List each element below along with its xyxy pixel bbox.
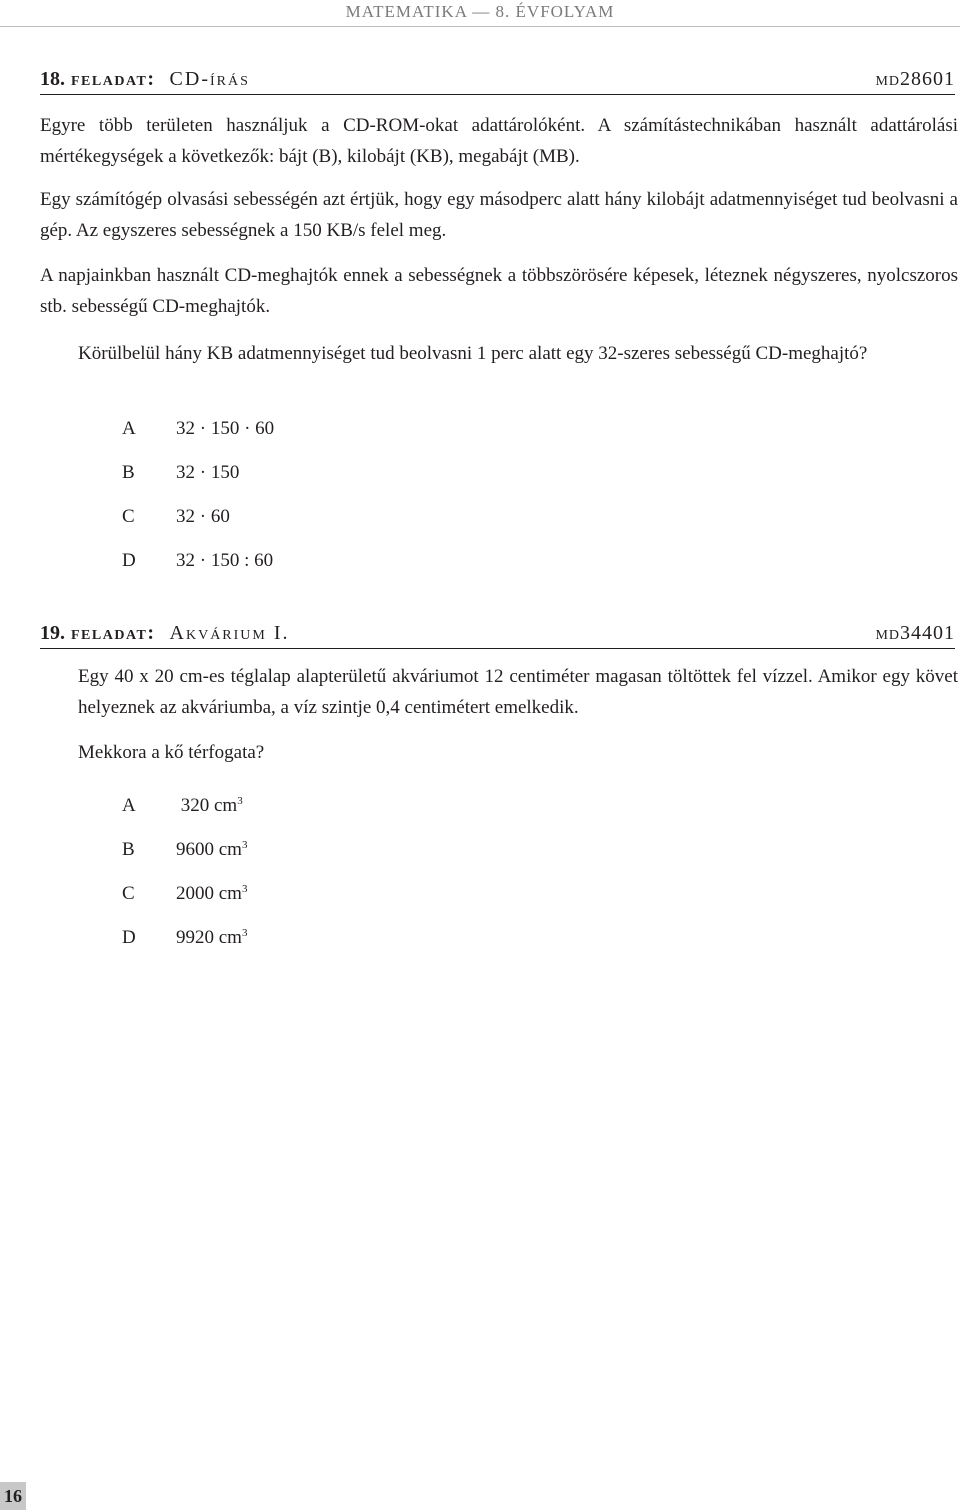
- unit-exponent: 3: [241, 883, 248, 895]
- task-18-paragraph-2: Egy számítógép olvasási sebességén azt értjük, hogy egy másodperc alatt hány kilobájt adatmennyiséget tud beolvasni a gép. Az egyszeres sebességnek a 150 KB/s felel meg.: [40, 189, 958, 241]
- page-number: 16: [0, 1482, 26, 1510]
- task-19-keyword: feladat:: [71, 622, 156, 644]
- option-letter: B: [122, 462, 135, 483]
- task-19-number: 19.: [40, 622, 65, 644]
- option-text: 9600: [176, 839, 214, 860]
- task-18-number: 18.: [40, 68, 65, 90]
- task-19-title: Akvárium I.: [169, 622, 290, 644]
- task-19-option-a: [122, 788, 243, 819]
- option-letter: C: [122, 883, 135, 904]
- unit: cm: [218, 839, 242, 860]
- task-18-header: [40, 64, 955, 95]
- option-text: 32 · 150 : 60: [176, 550, 274, 571]
- task-18-option-b: [122, 460, 239, 486]
- option-text: 32 · 60: [176, 506, 230, 527]
- unit-exponent: 3: [237, 795, 243, 807]
- task-18-title: CD-írás: [169, 68, 250, 90]
- task-18-code: md28601: [875, 68, 955, 90]
- unit-exponent: 3: [241, 927, 248, 939]
- option-letter: D: [122, 550, 136, 571]
- option-text: 9920: [176, 927, 214, 948]
- task-18-question: Körülbelül hány KB adatmennyiséget tud beolvasni 1 perc alatt egy 32-szeres sebességű CD-meghajtó?: [78, 343, 868, 364]
- option-letter: C: [122, 506, 135, 527]
- task-19-paragraph: Egy 40 x 20 cm-es téglalap alapterületű akváriumot 12 centiméter magasan töltöttek fel vízzel. Amikor egy követ helyeznek az akváriumba, a víz szintje 0,4 centimétert emelkedik.: [78, 666, 958, 718]
- option-text: 2000: [176, 883, 214, 904]
- option-letter: A: [122, 795, 136, 816]
- unit: cm: [214, 795, 238, 816]
- task-19-option-b: [122, 832, 247, 863]
- unit: cm: [218, 927, 242, 948]
- task-18-paragraph-1: Egyre több területen használjuk a CD-ROM-okat adattárolóként. A számítástechnikában használt adattárolási mértékegységek a következők: bájt (B), kilobájt (KB), megabájt (MB).: [40, 115, 958, 167]
- option-letter: D: [122, 927, 136, 948]
- running-header: MATEMATIKA — 8. ÉVFOLYAM: [0, 0, 960, 27]
- option-text: 32 · 150 · 60: [176, 418, 275, 439]
- task-18-option-d: [122, 548, 273, 574]
- task-19-option-d: [122, 920, 247, 951]
- option-letter: A: [122, 418, 136, 439]
- option-letter: B: [122, 839, 135, 860]
- task-18-keyword: feladat:: [71, 68, 156, 90]
- task-18-paragraph-3: A napjainkban használt CD-meghajtók ennek a sebességnek a többszörösére képesek, léteznek négyszeres, nyolcszoros stb. sebességű CD-meghajtók.: [40, 265, 958, 317]
- task-19-option-c: [122, 876, 247, 907]
- unit-exponent: 3: [241, 839, 248, 851]
- task-19-code: md34401: [875, 622, 955, 644]
- unit: cm: [218, 883, 242, 904]
- task-19-question: Mekkora a kő térfogata?: [78, 742, 265, 763]
- option-text: 320: [176, 795, 210, 816]
- task-18-option-a: [122, 416, 274, 442]
- option-text: 32 · 150: [176, 462, 240, 483]
- task-18-option-c: [122, 504, 230, 530]
- task-19-header: [40, 618, 955, 649]
